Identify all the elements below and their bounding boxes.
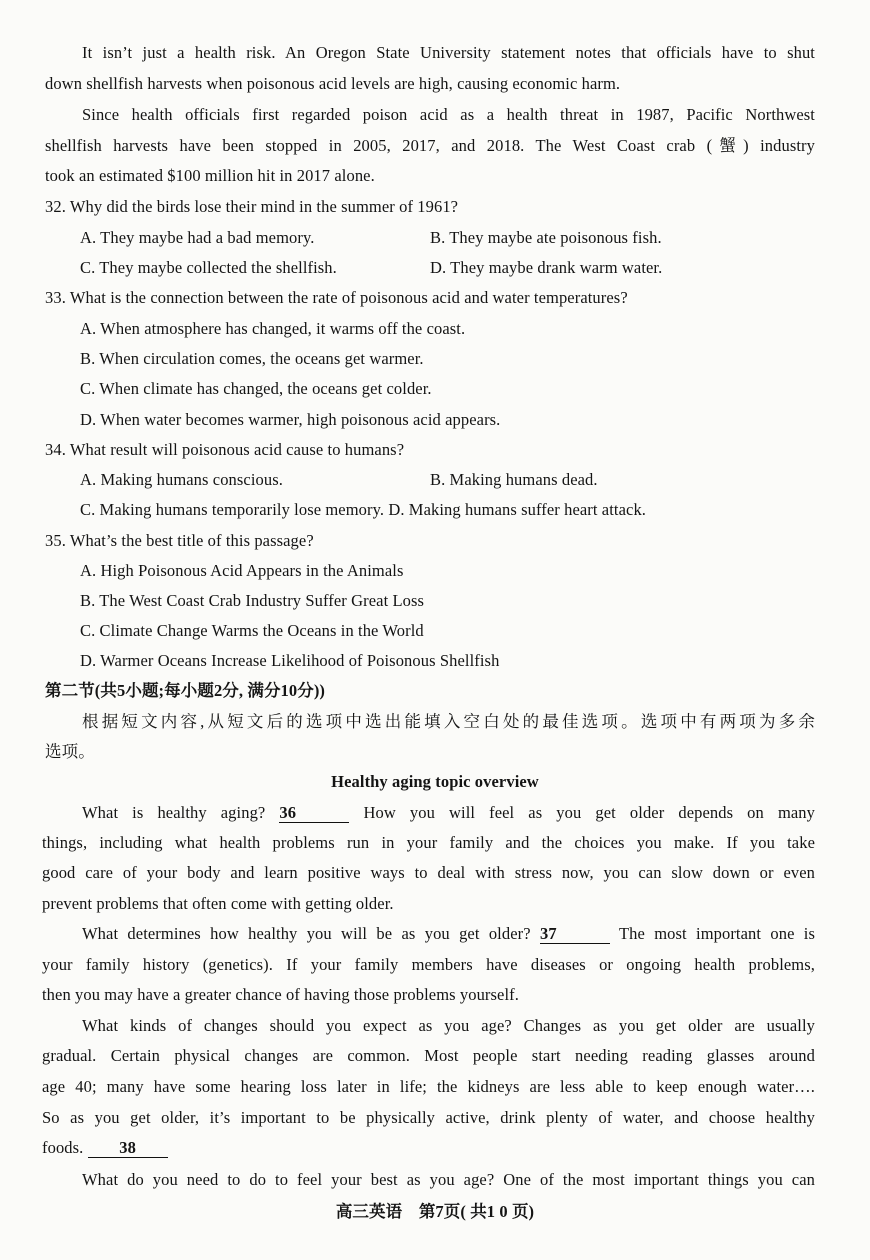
line-text: then you may have a greater chance of having those problems yourself. — [42, 985, 519, 1004]
text-line — [45, 530, 815, 552]
line-text: gradual. Certain physical changes are common. Most people start needing reading glasses around — [42, 1046, 815, 1065]
text-line — [42, 1137, 815, 1159]
text-line — [80, 348, 815, 370]
line-text: D. When water becomes warmer, high poisonous acid appears. — [80, 410, 501, 429]
text-line — [80, 499, 815, 521]
line-text: A. When atmosphere has changed, it warms off the coast. — [80, 319, 466, 338]
text-line — [45, 165, 815, 187]
line-text: 第二节(共5小题;每小题2分, 满分10分)) — [45, 681, 326, 700]
line-text: B. When circulation comes, the oceans get warmer. — [80, 349, 424, 368]
line-text: A. High Poisonous Acid Appears in the Animals — [80, 561, 404, 580]
line-text: 高三英语 第7页( 共1 0 页) — [335, 1202, 535, 1221]
line-text: 35. What’s the best title of this passage? — [45, 531, 314, 550]
line-text: good care of your body and learn positive ways to deal with stress now, you can slow down or even — [42, 863, 815, 882]
text-line — [42, 1076, 815, 1098]
option-right: B. Making humans dead. — [430, 470, 598, 489]
text-line — [80, 318, 815, 340]
text-line — [45, 439, 815, 461]
option-right: D. They maybe drank warm water. — [430, 258, 663, 277]
answer-blank: 38 — [88, 1139, 168, 1158]
line-text-continued: The most important one is — [609, 924, 815, 943]
option-right: B. They maybe ate poisonous fish. — [430, 228, 662, 247]
line-text: D. Warmer Oceans Increase Likelihood of Poisonous Shellfish — [80, 651, 500, 670]
line-text: shellfish harvests have been stopped in 2005, 2017, and 2018. The West Coast crab (蟹) industry — [45, 136, 815, 155]
text-line — [80, 227, 815, 249]
answer-blank: 37 — [540, 925, 610, 944]
text-line — [82, 1015, 815, 1037]
line-text: A. Making humans conscious. — [80, 470, 283, 489]
line-text: So as you get older, it’s important to be physically active, drink plenty of water, and choose healthy — [42, 1108, 815, 1127]
line-text: your family history (genetics). If your family members have diseases or ongoing health problems, — [42, 955, 815, 974]
text-line — [82, 1169, 815, 1191]
line-text: C. Making humans temporarily lose memory. D. Making humans suffer heart attack. — [80, 500, 647, 519]
text-line — [80, 620, 815, 642]
text-line — [80, 650, 815, 672]
line-text: things, including what health problems run in your family and the choices you make. If you take — [42, 833, 815, 852]
text-line — [42, 1045, 815, 1067]
passage-title — [0, 771, 870, 793]
text-line — [82, 42, 815, 64]
text-line — [80, 560, 815, 582]
line-text: down shellfish harvests when poisonous acid levels are high, causing economic harm. — [45, 74, 621, 93]
text-line — [42, 1107, 815, 1129]
answer-blank: 36 — [279, 804, 349, 823]
line-text: 34. What result will poisonous acid cause to humans? — [45, 440, 405, 459]
text-line — [80, 378, 815, 400]
line-text: foods. — [42, 1138, 88, 1157]
line-text: C. When climate has changed, the oceans get colder. — [80, 379, 432, 398]
line-text-continued: How you will feel as you get older depends on many — [349, 803, 815, 822]
text-line — [80, 257, 815, 279]
text-line — [82, 104, 815, 126]
text-line — [80, 409, 815, 431]
text-line — [42, 832, 815, 854]
text-line — [80, 590, 815, 612]
line-text: A. They maybe had a bad memory. — [80, 228, 315, 247]
line-text: 根据短文内容,从短文后的选项中选出能填入空白处的最佳选项。选项中有两项为多余 — [82, 712, 815, 731]
line-text: What kinds of changes should you expect as you age? Changes as you get older are usually — [82, 1016, 815, 1035]
line-text: Healthy aging topic overview — [331, 772, 539, 791]
text-line — [45, 135, 815, 157]
text-line — [45, 196, 815, 218]
line-text: prevent problems that often come with getting older. — [42, 894, 394, 913]
line-text: took an estimated $100 million hit in 2017 alone. — [45, 166, 375, 185]
line-text: Since health officials first regarded poison acid as a health threat in 1987, Pacific Northwest — [82, 105, 815, 124]
line-text: C. They maybe collected the shellfish. — [80, 258, 337, 277]
line-text: B. The West Coast Crab Industry Suffer Great Loss — [80, 591, 425, 610]
text-line — [45, 741, 815, 763]
line-text: age 40; many have some hearing loss later in life; the kidneys are less able to keep enough water…. — [42, 1077, 815, 1096]
text-line — [42, 893, 815, 915]
line-text: 选项。 — [45, 742, 95, 761]
text-line — [45, 73, 815, 95]
text-line — [82, 802, 815, 824]
text-line — [82, 711, 815, 733]
line-text: C. Climate Change Warms the Oceans in the World — [80, 621, 424, 640]
line-text: 32. Why did the birds lose their mind in the summer of 1961? — [45, 197, 459, 216]
line-text: It isn’t just a health risk. An Oregon State University statement notes that officials have to shut — [82, 43, 815, 62]
line-text: What determines how healthy you will be as you get older? — [82, 924, 540, 943]
page-footer — [0, 1201, 870, 1223]
line-text: What is healthy aging? — [82, 803, 280, 822]
text-line — [42, 862, 815, 884]
text-line — [45, 287, 815, 309]
text-line — [82, 923, 815, 945]
line-text: 33. What is the connection between the rate of poisonous acid and water temperatures? — [45, 288, 628, 307]
line-text: What do you need to do to feel your best as you age? One of the most important things you can — [82, 1170, 815, 1189]
text-line — [42, 984, 815, 1006]
text-line — [80, 469, 815, 491]
text-line — [42, 954, 815, 976]
text-line — [45, 680, 815, 702]
